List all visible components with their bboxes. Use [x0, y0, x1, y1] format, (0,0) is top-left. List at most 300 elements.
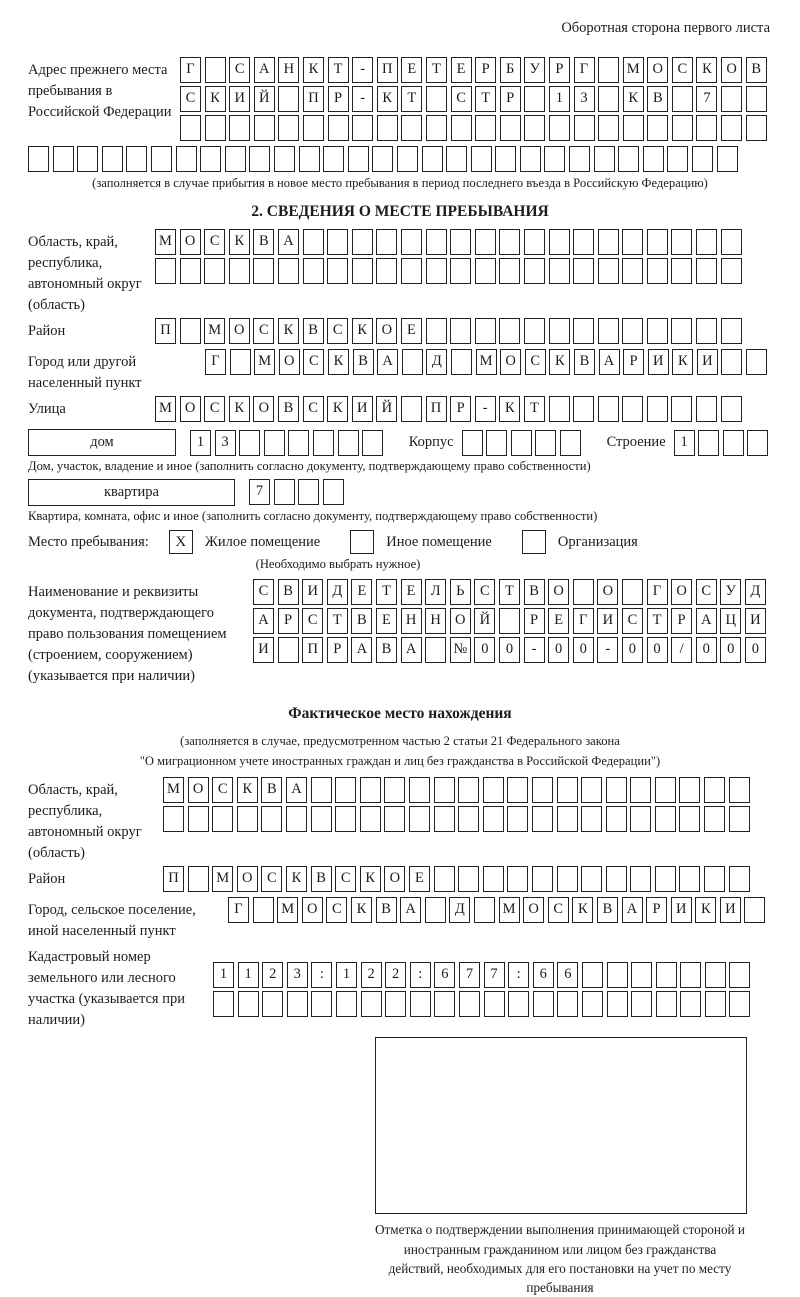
char-cell[interactable]: К — [351, 897, 372, 923]
char-cell[interactable] — [569, 146, 590, 172]
char-cell[interactable]: П — [426, 396, 447, 422]
char-cell[interactable] — [397, 146, 418, 172]
char-cell[interactable]: Е — [451, 57, 472, 83]
char-cell[interactable] — [286, 806, 307, 832]
char-cell[interactable] — [598, 229, 619, 255]
char-cell[interactable]: Д — [327, 579, 348, 605]
char-cell[interactable] — [385, 991, 406, 1017]
char-cell[interactable] — [335, 777, 356, 803]
char-cell[interactable] — [499, 318, 520, 344]
char-cell[interactable]: М — [254, 349, 275, 375]
char-cell[interactable]: О — [384, 866, 405, 892]
char-cell[interactable] — [643, 146, 664, 172]
char-cell[interactable] — [692, 146, 713, 172]
char-cell[interactable] — [721, 115, 742, 141]
char-cell[interactable] — [533, 991, 554, 1017]
char-cell[interactable] — [618, 146, 639, 172]
char-cell[interactable] — [484, 991, 505, 1017]
char-cell[interactable] — [500, 115, 521, 141]
char-cell[interactable] — [262, 991, 283, 1017]
char-cell[interactable]: А — [351, 637, 372, 663]
char-cell[interactable]: 2 — [262, 962, 283, 988]
char-cell[interactable]: Ь — [450, 579, 471, 605]
char-cell[interactable] — [655, 866, 676, 892]
char-cell[interactable]: А — [696, 608, 717, 634]
char-cell[interactable]: О — [180, 229, 201, 255]
char-cell[interactable] — [606, 866, 627, 892]
char-cell[interactable] — [723, 430, 744, 456]
char-cell[interactable] — [729, 777, 750, 803]
char-cell[interactable]: К — [549, 349, 570, 375]
char-cell[interactable] — [680, 962, 701, 988]
char-cell[interactable] — [409, 777, 430, 803]
char-cell[interactable] — [311, 991, 332, 1017]
char-cell[interactable]: - — [352, 86, 373, 112]
char-cell[interactable]: Е — [401, 57, 422, 83]
char-cell[interactable] — [475, 229, 496, 255]
char-cell[interactable] — [303, 229, 324, 255]
char-cell[interactable]: С — [326, 897, 347, 923]
char-cell[interactable]: М — [476, 349, 497, 375]
char-cell[interactable]: С — [229, 57, 250, 83]
char-cell[interactable] — [483, 866, 504, 892]
char-cell[interactable] — [721, 86, 742, 112]
char-cell[interactable] — [450, 229, 471, 255]
char-cell[interactable] — [729, 962, 750, 988]
char-cell[interactable] — [475, 318, 496, 344]
char-cell[interactable]: О — [237, 866, 258, 892]
char-cell[interactable] — [459, 991, 480, 1017]
char-cell[interactable]: В — [746, 57, 767, 83]
char-cell[interactable] — [126, 146, 147, 172]
char-cell[interactable] — [524, 115, 545, 141]
char-cell[interactable] — [278, 637, 299, 663]
char-cell[interactable] — [401, 258, 422, 284]
char-cell[interactable] — [671, 258, 692, 284]
char-cell[interactable] — [327, 258, 348, 284]
char-cell[interactable] — [410, 991, 431, 1017]
char-cell[interactable]: - — [597, 637, 618, 663]
char-cell[interactable] — [360, 806, 381, 832]
char-cell[interactable]: 0 — [720, 637, 741, 663]
char-cell[interactable] — [721, 349, 742, 375]
char-cell[interactable] — [474, 897, 495, 923]
char-cell[interactable]: В — [351, 608, 372, 634]
char-cell[interactable]: 1 — [549, 86, 570, 112]
char-cell[interactable]: В — [647, 86, 668, 112]
char-cell[interactable] — [288, 430, 309, 456]
char-cell[interactable]: А — [278, 229, 299, 255]
char-cell[interactable]: Г — [647, 579, 668, 605]
char-cell[interactable] — [729, 806, 750, 832]
char-cell[interactable]: И — [253, 637, 274, 663]
char-cell[interactable]: К — [352, 318, 373, 344]
char-cell[interactable] — [656, 991, 677, 1017]
char-cell[interactable]: 0 — [622, 637, 643, 663]
char-cell[interactable]: У — [720, 579, 741, 605]
char-cell[interactable] — [205, 57, 226, 83]
char-cell[interactable] — [458, 806, 479, 832]
char-cell[interactable] — [426, 86, 447, 112]
char-cell[interactable] — [303, 115, 324, 141]
char-cell[interactable]: С — [335, 866, 356, 892]
char-cell[interactable] — [671, 318, 692, 344]
char-cell[interactable]: Т — [426, 57, 447, 83]
char-cell[interactable] — [549, 318, 570, 344]
char-cell[interactable]: : — [311, 962, 332, 988]
char-cell[interactable]: Т — [401, 86, 422, 112]
char-cell[interactable]: О — [500, 349, 521, 375]
char-cell[interactable]: И — [302, 579, 323, 605]
char-cell[interactable] — [647, 396, 668, 422]
char-cell[interactable]: С — [302, 608, 323, 634]
char-cell[interactable]: С — [451, 86, 472, 112]
char-cell[interactable]: С — [303, 349, 324, 375]
char-cell[interactable] — [573, 579, 594, 605]
char-cell[interactable] — [253, 258, 274, 284]
char-cell[interactable]: К — [286, 866, 307, 892]
char-cell[interactable] — [303, 258, 324, 284]
char-cell[interactable]: Т — [327, 608, 348, 634]
char-cell[interactable] — [278, 86, 299, 112]
char-cell[interactable]: М — [212, 866, 233, 892]
char-cell[interactable]: Г — [205, 349, 226, 375]
char-cell[interactable] — [679, 866, 700, 892]
char-cell[interactable] — [328, 115, 349, 141]
char-cell[interactable] — [630, 806, 651, 832]
char-cell[interactable] — [376, 258, 397, 284]
char-cell[interactable]: Р — [500, 86, 521, 112]
char-cell[interactable]: 1 — [336, 962, 357, 988]
char-cell[interactable]: О — [376, 318, 397, 344]
char-cell[interactable] — [495, 146, 516, 172]
stay-type-checkbox-zhiloe[interactable]: X — [169, 530, 193, 554]
char-cell[interactable] — [212, 806, 233, 832]
char-cell[interactable]: Р — [671, 608, 692, 634]
char-cell[interactable]: 3 — [215, 430, 236, 456]
char-cell[interactable]: А — [286, 777, 307, 803]
stay-type-checkbox-inoe[interactable] — [350, 530, 374, 554]
char-cell[interactable]: 0 — [499, 637, 520, 663]
char-cell[interactable]: 1 — [213, 962, 234, 988]
char-cell[interactable] — [574, 115, 595, 141]
char-cell[interactable] — [278, 258, 299, 284]
char-cell[interactable]: Т — [647, 608, 668, 634]
char-cell[interactable] — [671, 396, 692, 422]
char-cell[interactable] — [299, 146, 320, 172]
char-cell[interactable] — [237, 806, 258, 832]
char-cell[interactable] — [549, 115, 570, 141]
char-cell[interactable] — [163, 806, 184, 832]
char-cell[interactable] — [230, 349, 251, 375]
char-cell[interactable]: 0 — [548, 637, 569, 663]
char-cell[interactable] — [598, 57, 619, 83]
char-cell[interactable]: № — [450, 637, 471, 663]
char-cell[interactable] — [188, 866, 209, 892]
char-cell[interactable] — [606, 806, 627, 832]
char-cell[interactable] — [696, 258, 717, 284]
char-cell[interactable]: С — [204, 396, 225, 422]
char-cell[interactable] — [607, 962, 628, 988]
char-cell[interactable] — [499, 229, 520, 255]
char-cell[interactable]: Н — [278, 57, 299, 83]
char-cell[interactable] — [524, 258, 545, 284]
char-cell[interactable] — [409, 806, 430, 832]
char-cell[interactable] — [446, 146, 467, 172]
char-cell[interactable] — [278, 115, 299, 141]
char-cell[interactable]: К — [278, 318, 299, 344]
char-cell[interactable]: Е — [376, 608, 397, 634]
char-cell[interactable] — [623, 115, 644, 141]
char-cell[interactable]: О — [647, 57, 668, 83]
char-cell[interactable]: 1 — [674, 430, 695, 456]
char-cell[interactable] — [672, 115, 693, 141]
char-cell[interactable]: К — [672, 349, 693, 375]
char-cell[interactable] — [647, 318, 668, 344]
char-cell[interactable] — [352, 115, 373, 141]
char-cell[interactable]: Р — [327, 637, 348, 663]
char-cell[interactable] — [499, 258, 520, 284]
char-cell[interactable] — [573, 229, 594, 255]
char-cell[interactable]: О — [188, 777, 209, 803]
char-cell[interactable]: Г — [180, 57, 201, 83]
char-cell[interactable] — [475, 258, 496, 284]
char-cell[interactable]: Р — [646, 897, 667, 923]
char-cell[interactable] — [680, 991, 701, 1017]
char-cell[interactable]: К — [303, 57, 324, 83]
char-cell[interactable]: П — [303, 86, 324, 112]
char-cell[interactable]: И — [671, 897, 692, 923]
char-cell[interactable]: П — [377, 57, 398, 83]
char-cell[interactable] — [549, 229, 570, 255]
char-cell[interactable]: И — [597, 608, 618, 634]
char-cell[interactable]: А — [254, 57, 275, 83]
char-cell[interactable]: В — [278, 396, 299, 422]
char-cell[interactable] — [524, 318, 545, 344]
char-cell[interactable] — [747, 430, 768, 456]
char-cell[interactable] — [274, 479, 295, 505]
char-cell[interactable] — [746, 86, 767, 112]
char-cell[interactable]: К — [695, 897, 716, 923]
char-cell[interactable] — [647, 229, 668, 255]
char-cell[interactable] — [746, 349, 767, 375]
char-cell[interactable] — [729, 991, 750, 1017]
char-cell[interactable]: С — [212, 777, 233, 803]
char-cell[interactable] — [679, 777, 700, 803]
char-cell[interactable] — [376, 229, 397, 255]
char-cell[interactable]: - — [352, 57, 373, 83]
char-cell[interactable] — [557, 866, 578, 892]
char-cell[interactable]: 7 — [484, 962, 505, 988]
char-cell[interactable]: Т — [328, 57, 349, 83]
stay-type-checkbox-organizaciya[interactable] — [522, 530, 546, 554]
char-cell[interactable]: Л — [425, 579, 446, 605]
char-cell[interactable]: 3 — [574, 86, 595, 112]
char-cell[interactable] — [499, 608, 520, 634]
char-cell[interactable]: И — [720, 897, 741, 923]
char-cell[interactable]: В — [253, 229, 274, 255]
char-cell[interactable] — [426, 115, 447, 141]
char-cell[interactable]: К — [696, 57, 717, 83]
char-cell[interactable] — [679, 806, 700, 832]
char-cell[interactable] — [655, 777, 676, 803]
char-cell[interactable]: А — [401, 637, 422, 663]
char-cell[interactable]: П — [163, 866, 184, 892]
char-cell[interactable]: Р — [328, 86, 349, 112]
char-cell[interactable] — [705, 991, 726, 1017]
char-cell[interactable]: И — [745, 608, 766, 634]
char-cell[interactable] — [544, 146, 565, 172]
char-cell[interactable] — [287, 991, 308, 1017]
char-cell[interactable]: О — [597, 579, 618, 605]
char-cell[interactable]: В — [303, 318, 324, 344]
char-cell[interactable] — [721, 318, 742, 344]
char-cell[interactable] — [434, 806, 455, 832]
char-cell[interactable] — [401, 229, 422, 255]
char-cell[interactable] — [721, 258, 742, 284]
char-cell[interactable] — [535, 430, 556, 456]
char-cell[interactable] — [336, 991, 357, 1017]
char-cell[interactable] — [532, 777, 553, 803]
char-cell[interactable]: Н — [401, 608, 422, 634]
char-cell[interactable]: В — [376, 637, 397, 663]
char-cell[interactable] — [311, 777, 332, 803]
char-cell[interactable] — [524, 229, 545, 255]
char-cell[interactable] — [426, 229, 447, 255]
char-cell[interactable] — [647, 115, 668, 141]
char-cell[interactable] — [655, 806, 676, 832]
char-cell[interactable] — [362, 430, 383, 456]
char-cell[interactable]: С — [696, 579, 717, 605]
char-cell[interactable]: С — [622, 608, 643, 634]
char-cell[interactable] — [582, 962, 603, 988]
char-cell[interactable]: Д — [449, 897, 470, 923]
char-cell[interactable] — [622, 258, 643, 284]
char-cell[interactable]: К — [377, 86, 398, 112]
char-cell[interactable] — [249, 146, 270, 172]
char-cell[interactable] — [352, 229, 373, 255]
char-cell[interactable]: 7 — [249, 479, 270, 505]
char-cell[interactable] — [549, 396, 570, 422]
char-cell[interactable]: О — [450, 608, 471, 634]
char-cell[interactable] — [507, 806, 528, 832]
char-cell[interactable] — [352, 258, 373, 284]
char-cell[interactable] — [311, 806, 332, 832]
char-cell[interactable] — [508, 991, 529, 1017]
char-cell[interactable]: 6 — [557, 962, 578, 988]
char-cell[interactable] — [511, 430, 532, 456]
char-cell[interactable]: В — [597, 897, 618, 923]
char-cell[interactable]: М — [155, 396, 176, 422]
char-cell[interactable] — [53, 146, 74, 172]
char-cell[interactable] — [704, 806, 725, 832]
char-cell[interactable]: С — [253, 579, 274, 605]
char-cell[interactable] — [744, 897, 765, 923]
char-cell[interactable] — [573, 258, 594, 284]
char-cell[interactable]: 0 — [696, 637, 717, 663]
char-cell[interactable]: О — [180, 396, 201, 422]
char-cell[interactable] — [261, 806, 282, 832]
char-cell[interactable]: Д — [426, 349, 447, 375]
char-cell[interactable] — [486, 430, 507, 456]
char-cell[interactable] — [155, 258, 176, 284]
char-cell[interactable]: К — [229, 396, 250, 422]
char-cell[interactable] — [483, 806, 504, 832]
char-cell[interactable]: И — [697, 349, 718, 375]
char-cell[interactable]: О — [523, 897, 544, 923]
char-cell[interactable] — [402, 349, 423, 375]
char-cell[interactable] — [560, 430, 581, 456]
char-cell[interactable]: О — [229, 318, 250, 344]
char-cell[interactable]: К — [328, 349, 349, 375]
char-cell[interactable] — [451, 115, 472, 141]
char-cell[interactable] — [507, 777, 528, 803]
char-cell[interactable] — [696, 229, 717, 255]
char-cell[interactable]: Е — [351, 579, 372, 605]
char-cell[interactable]: О — [253, 396, 274, 422]
char-cell[interactable]: У — [524, 57, 545, 83]
char-cell[interactable] — [471, 146, 492, 172]
char-cell[interactable] — [704, 866, 725, 892]
char-cell[interactable] — [28, 146, 49, 172]
char-cell[interactable] — [667, 146, 688, 172]
char-cell[interactable]: В — [261, 777, 282, 803]
char-cell[interactable] — [475, 115, 496, 141]
char-cell[interactable]: П — [302, 637, 323, 663]
char-cell[interactable] — [594, 146, 615, 172]
char-cell[interactable]: Р — [524, 608, 545, 634]
char-cell[interactable] — [598, 396, 619, 422]
char-cell[interactable] — [696, 318, 717, 344]
char-cell[interactable] — [425, 637, 446, 663]
char-cell[interactable]: Г — [573, 608, 594, 634]
char-cell[interactable] — [401, 115, 422, 141]
char-cell[interactable]: К — [572, 897, 593, 923]
char-cell[interactable] — [557, 806, 578, 832]
char-cell[interactable] — [335, 806, 356, 832]
char-cell[interactable] — [225, 146, 246, 172]
char-cell[interactable]: П — [155, 318, 176, 344]
char-cell[interactable]: В — [524, 579, 545, 605]
char-cell[interactable] — [229, 258, 250, 284]
char-cell[interactable] — [746, 115, 767, 141]
char-cell[interactable] — [264, 430, 285, 456]
char-cell[interactable]: А — [253, 608, 274, 634]
char-cell[interactable] — [622, 579, 643, 605]
char-cell[interactable]: Н — [425, 608, 446, 634]
char-cell[interactable] — [450, 258, 471, 284]
char-cell[interactable]: В — [353, 349, 374, 375]
char-cell[interactable] — [253, 897, 274, 923]
char-cell[interactable]: Е — [409, 866, 430, 892]
char-cell[interactable]: / — [671, 637, 692, 663]
char-cell[interactable]: М — [623, 57, 644, 83]
char-cell[interactable] — [313, 430, 334, 456]
char-cell[interactable]: - — [524, 637, 545, 663]
char-cell[interactable]: - — [475, 396, 496, 422]
char-cell[interactable]: Р — [549, 57, 570, 83]
char-cell[interactable]: 6 — [434, 962, 455, 988]
char-cell[interactable]: С — [253, 318, 274, 344]
char-cell[interactable]: 7 — [459, 962, 480, 988]
char-cell[interactable]: К — [623, 86, 644, 112]
char-cell[interactable] — [630, 866, 651, 892]
char-cell[interactable]: С — [548, 897, 569, 923]
char-cell[interactable] — [229, 115, 250, 141]
char-cell[interactable]: 2 — [361, 962, 382, 988]
char-cell[interactable]: С — [525, 349, 546, 375]
char-cell[interactable]: С — [180, 86, 201, 112]
